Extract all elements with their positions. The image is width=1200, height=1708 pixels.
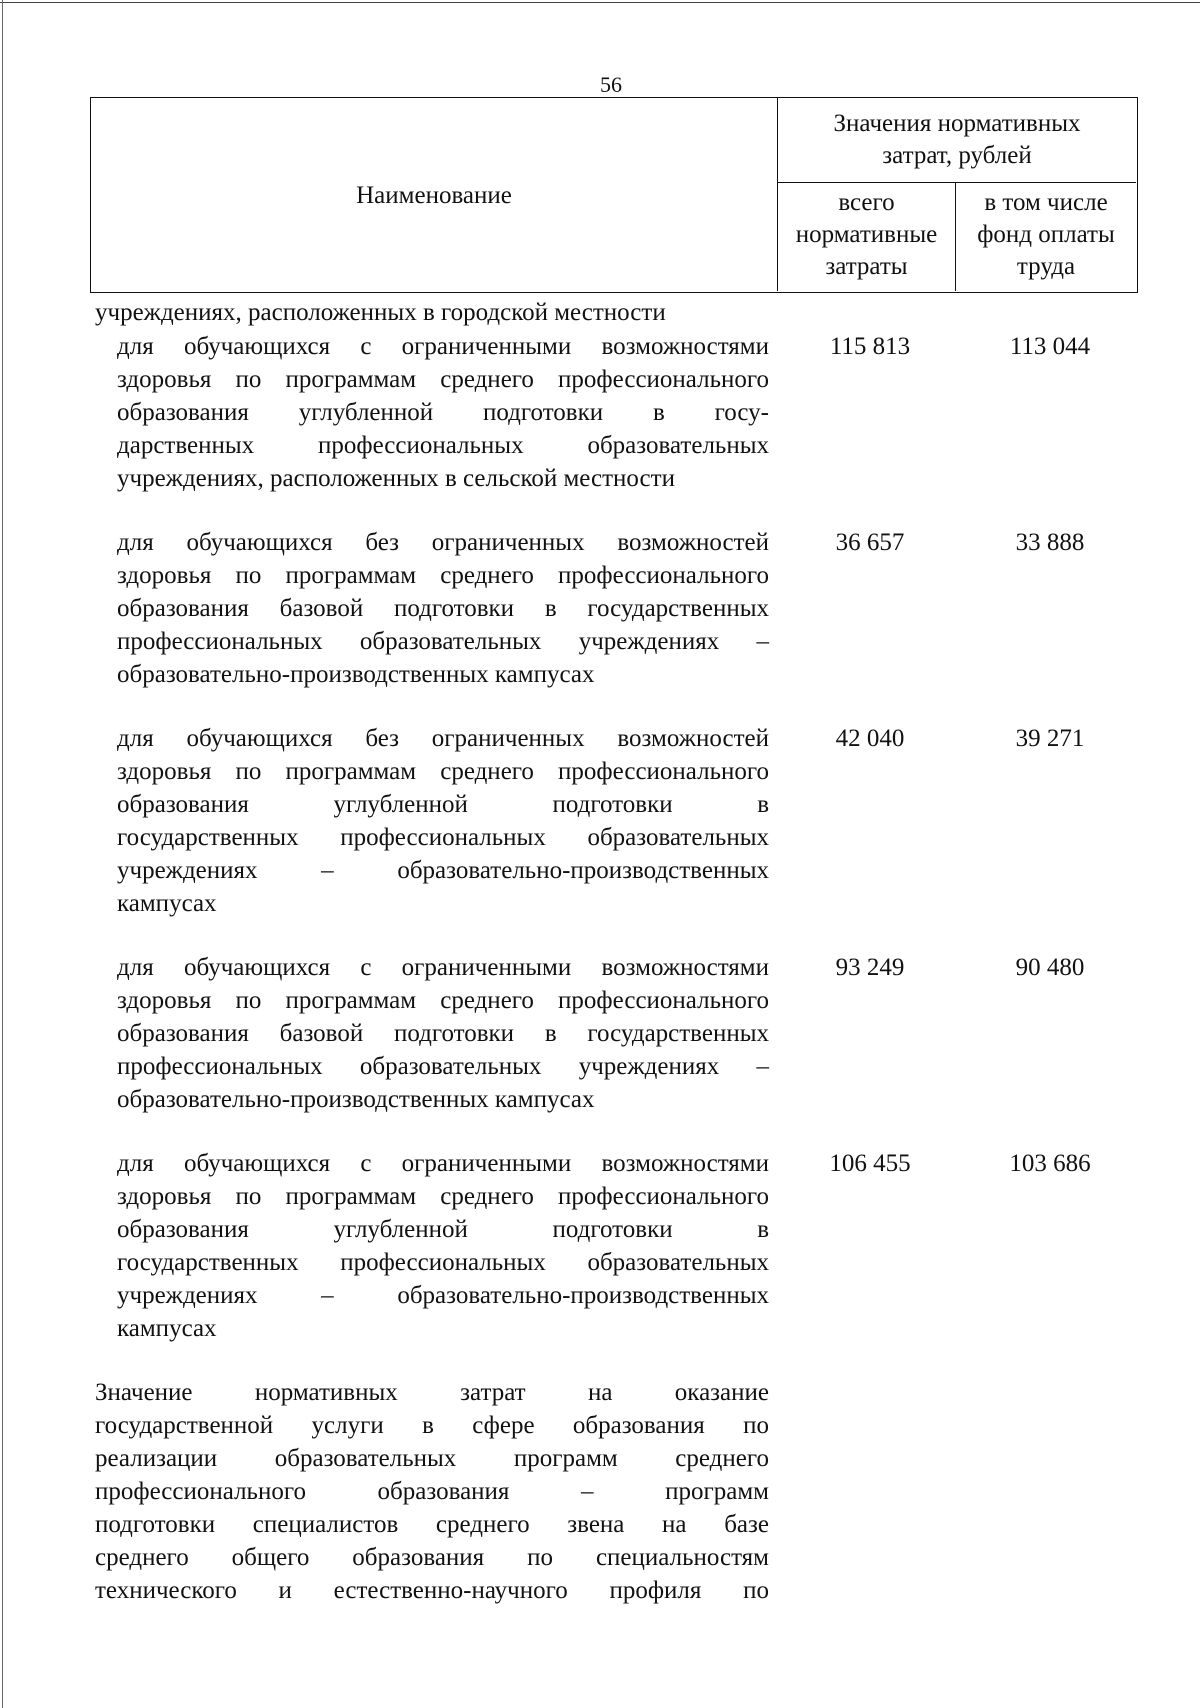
header-values-group: [778, 98, 1136, 183]
paragraph-line: профессионального образования – программ: [95, 1478, 769, 1505]
row-line: для обучающихся с ограниченными возможностями: [117, 333, 769, 360]
row-line: образования углубленной подготовки в: [117, 791, 769, 818]
row-line: для обучающихся с ограниченными возможностями: [117, 954, 769, 981]
row-line: кампусах: [117, 890, 217, 917]
row-line: учреждениях – образовательно-производственных: [117, 1282, 769, 1309]
row-line: образования углубленной подготовки в госу-: [117, 399, 769, 426]
row-line: для обучающихся без ограниченных возможностей: [117, 725, 769, 752]
row-fot-value: 103 686: [1009, 1150, 1091, 1177]
row-fot-value: 33 888: [1015, 529, 1085, 556]
row-line: здоровья по программам среднего профессионального: [117, 758, 769, 785]
row-line: образования углубленной подготовки в: [117, 1216, 769, 1243]
row-line: государственных профессиональных образовательных: [117, 824, 769, 851]
scan-edge-left: [2, 0, 3, 1708]
row-fot-value: 39 271: [1015, 725, 1085, 752]
table-row-name: [95, 1147, 769, 1345]
paragraph-line: подготовки специалистов среднего звена на базе: [95, 1511, 769, 1538]
row-line: образования базовой подготовки в государственных: [117, 595, 769, 622]
row-line: профессиональных образовательных учреждениях –: [117, 1053, 769, 1080]
header-values-line: Значения нормативных: [833, 110, 1081, 137]
table-row-name: [95, 330, 769, 495]
continuation-text: учреждениях, расположенных в городской местности: [95, 299, 666, 326]
header-fot-column: [956, 183, 1136, 291]
paragraph-line: Значение нормативных затрат на оказание: [95, 1379, 769, 1406]
scan-edge-top: [0, 2, 1200, 3]
row-line: учреждениях, расположенных в сельской местности: [117, 465, 675, 492]
paragraph-line: среднего общего образования по специальностям: [95, 1544, 769, 1571]
row-line: здоровья по программам среднего профессионального: [117, 562, 769, 589]
row-line: учреждениях – образовательно-производственных: [117, 857, 769, 884]
row-total-value: 36 657: [835, 529, 905, 556]
row-line: здоровья по программам среднего профессионального: [117, 987, 769, 1014]
row-fot-value: 113 044: [1009, 333, 1091, 360]
row-line: для обучающихся без ограниченных возможностей: [117, 529, 769, 556]
header-total-line: нормативные: [795, 221, 938, 248]
row-line: для обучающихся с ограниченными возможностями: [117, 1150, 769, 1177]
row-total-value: 93 249: [835, 954, 905, 981]
final-paragraph: [95, 1376, 769, 1607]
row-line: образовательно-производственных кампусах: [117, 1086, 595, 1113]
row-total-value: 106 455: [829, 1150, 911, 1177]
row-line: образовательно-производственных кампусах: [117, 661, 595, 688]
table-row-name: [95, 722, 769, 920]
header-fot-line: в том числе: [984, 189, 1108, 216]
header-total-line: всего: [838, 189, 895, 216]
row-line: государственных профессиональных образовательных: [117, 1249, 769, 1276]
row-line: здоровья по программам среднего профессионального: [117, 1183, 769, 1210]
row-total-value: 115 813: [829, 333, 911, 360]
row-fot-value: 90 480: [1015, 954, 1085, 981]
table-row-name: [95, 526, 769, 691]
header-fot-line: труда: [1016, 253, 1076, 280]
row-line: профессиональных образовательных учреждениях –: [117, 628, 769, 655]
paragraph-line: технического и естественно-научного профиля по: [95, 1577, 769, 1604]
header-total-column: [778, 183, 956, 291]
row-line: кампусах: [117, 1315, 217, 1342]
header-fot-line: фонд оплаты: [977, 221, 1115, 248]
row-total-value: 42 040: [835, 725, 905, 752]
paragraph-line: государственной услуги в сфере образования по: [95, 1412, 769, 1439]
page-number: 56: [600, 72, 622, 97]
table-row-name: [95, 951, 769, 1116]
header-name-column: Наименование: [91, 98, 778, 291]
table-header: [90, 97, 1138, 293]
header-values-line: затрат, рублей: [882, 142, 1032, 169]
header-total-line: затраты: [825, 253, 908, 280]
row-line: дарственных профессиональных образовательных: [117, 432, 769, 459]
paragraph-line: реализации образовательных программ среднего: [95, 1445, 769, 1472]
row-line: образования базовой подготовки в государственных: [117, 1020, 769, 1047]
row-line: здоровья по программам среднего профессионального: [117, 366, 769, 393]
